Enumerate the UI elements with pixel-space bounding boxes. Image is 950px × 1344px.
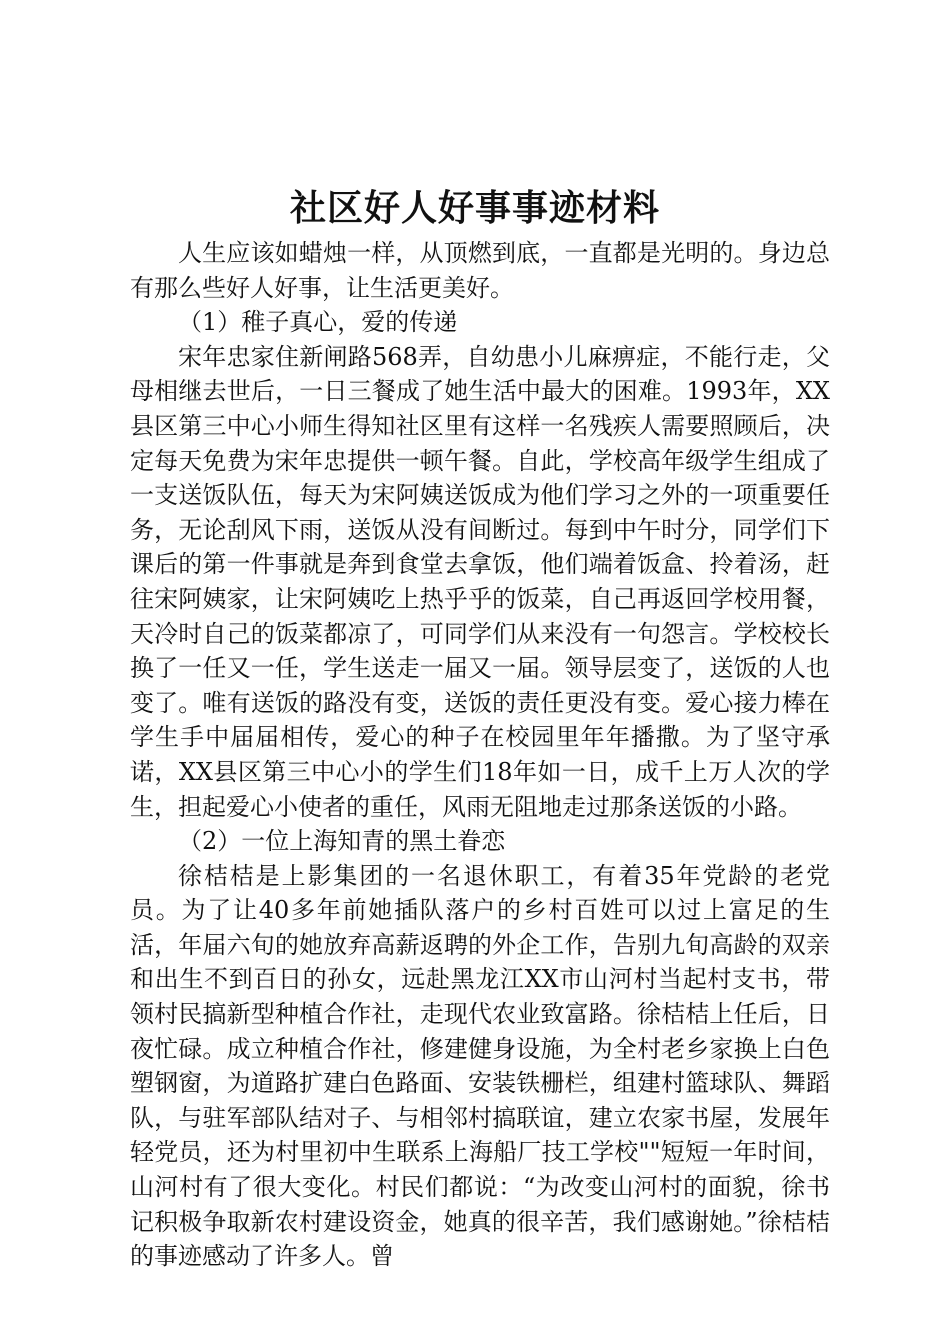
section-2-paragraph: 徐桔桔是上影集团的一名退休职工，有着35年党龄的老党员。为了让40多年前她插队落户的乡村百姓可以过上富足的生活，年届六旬的她放弃高薪返聘的外企工作，告别九旬高龄的双亲和出生不到百日的孙女，远赴黑龙江XX市山河村当起村支书，带领村民搞新型种植合作社，走现代农业致富路。徐桔桔上任后，日夜忙碌。成立种植合作社，修建健身设施，为全村老乡家换上白色塑钢窗，为道路扩建白色路面、安装铁栅栏，组建村篮球队、舞蹈队，与驻军部队结对子、与相邻村搞联谊，建立农家书屋，发展年轻党员，还为村里初中生联系上海船厂技工学校""短短一年时间，山河村有了很大变化。村民们都说：“为改变山河村的面貌，徐书记积极争取新农村建设资金，她真的很辛苦，我们感谢她。”徐桔桔的事迹感动了许多人。曾	[130, 861, 830, 1271]
section-1-paragraph: 宋年忠家住新闸路568弄，自幼患小儿麻痹症，不能行走，父母相继去世后，一日三餐成了她生活中最大的困难。1993年，XX县区第三中心小师生得知社区里有这样一名残疾人需要照顾后，决定每天免费为宋年忠提供一顿午餐。自此，学校高年级学生组成了一支送饭队伍，每天为宋阿姨送饭成为他们学习之外的一项重要任务，无论刮风下雨，送饭从没有间断过。每到中午时分，同学们下课后的第一件事就是奔到食堂去拿饭，他们端着饭盒、拎着汤，赶往宋阿姨家，让宋阿姨吃上热乎乎的饭菜，自己再返回学校用餐，天冷时自己的饭菜都凉了，可同学们从来没有一句怨言。学校校长换了一任又一任，学生送走一届又一届。领导层变了，送饭的人也变了。唯有送饭的路没有变，送饭的责任更没有变。爱心接力棒在学生手中届届相传，爱心的种子在校园里年年播撒。为了坚守承诺，XX县区第三中心小的学生们18年如一日，成千上万人次的学生，担起爱心小使者的重任，风雨无阻地走过那条送饭的小路。	[130, 342, 830, 821]
section-heading-1: （1）稚子真心，爱的传递	[178, 308, 458, 337]
document-body	[130, 236, 830, 1274]
document-title: 社区好人好事事迹材料	[289, 187, 660, 229]
section-heading-2: （2）一位上海知青的黑土眷恋	[178, 827, 506, 856]
intro-paragraph: 人生应该如蜡烛一样，从顶燃到底，一直都是光明的。身边总有那么些好人好事，让生活更美好。	[130, 239, 830, 302]
